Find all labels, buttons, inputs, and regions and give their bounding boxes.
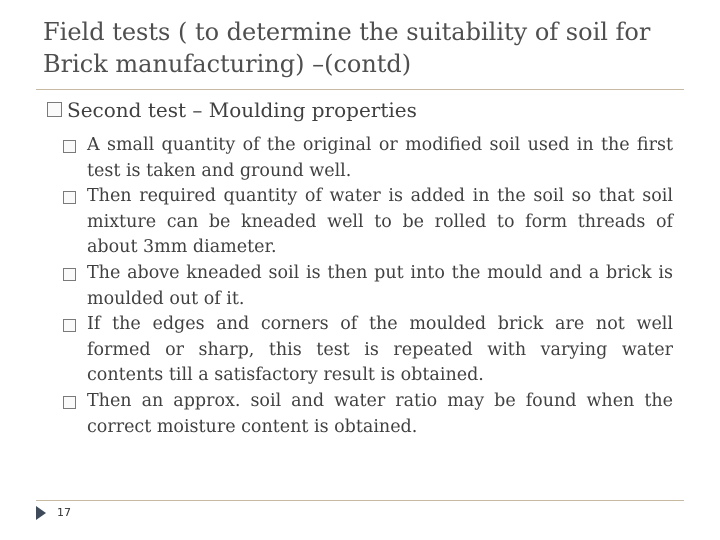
square-bullet-icon	[63, 268, 76, 281]
bullet-list	[63, 133, 673, 440]
title-divider	[36, 89, 684, 90]
slide-title: Field tests ( to determine the suitability of soil for Brick manufacturing) –(contd)	[43, 18, 651, 78]
list-item-text: Then an approx. soil and water ratio may be found when the correct moisture content is obtained.	[87, 390, 673, 437]
section-heading	[47, 96, 417, 124]
square-bullet-icon	[63, 140, 76, 153]
list-item	[63, 184, 673, 261]
triangle-arrow-icon	[36, 506, 46, 520]
list-item	[63, 261, 673, 312]
square-bullet-icon	[63, 396, 76, 409]
square-bullet-icon	[63, 319, 76, 332]
list-item-text: A small quantity of the original or modified soil used in the first test is taken and ground well.	[87, 135, 673, 181]
footer-divider	[36, 500, 684, 501]
list-item	[63, 312, 673, 389]
square-bullet-icon	[47, 102, 62, 117]
list-item-text: If the edges and corners of the moulded brick are not well formed or sharp, this test is repeated with varying water contents till a satisfactory result is obtained.	[87, 314, 673, 386]
list-item	[63, 133, 673, 184]
list-item-text: Then required quantity of water is added in the soil so that soil mixture can be kneaded well to be rolled to form threads of about 3mm diameter.	[87, 186, 673, 258]
list-item-text: The above kneaded soil is then put into the mould and a brick is moulded out of it.	[87, 262, 673, 309]
square-bullet-icon	[63, 191, 76, 204]
list-item	[63, 389, 673, 440]
slide-number: 17	[57, 506, 71, 519]
section-heading-text: Second test – Moulding properties	[67, 98, 417, 122]
